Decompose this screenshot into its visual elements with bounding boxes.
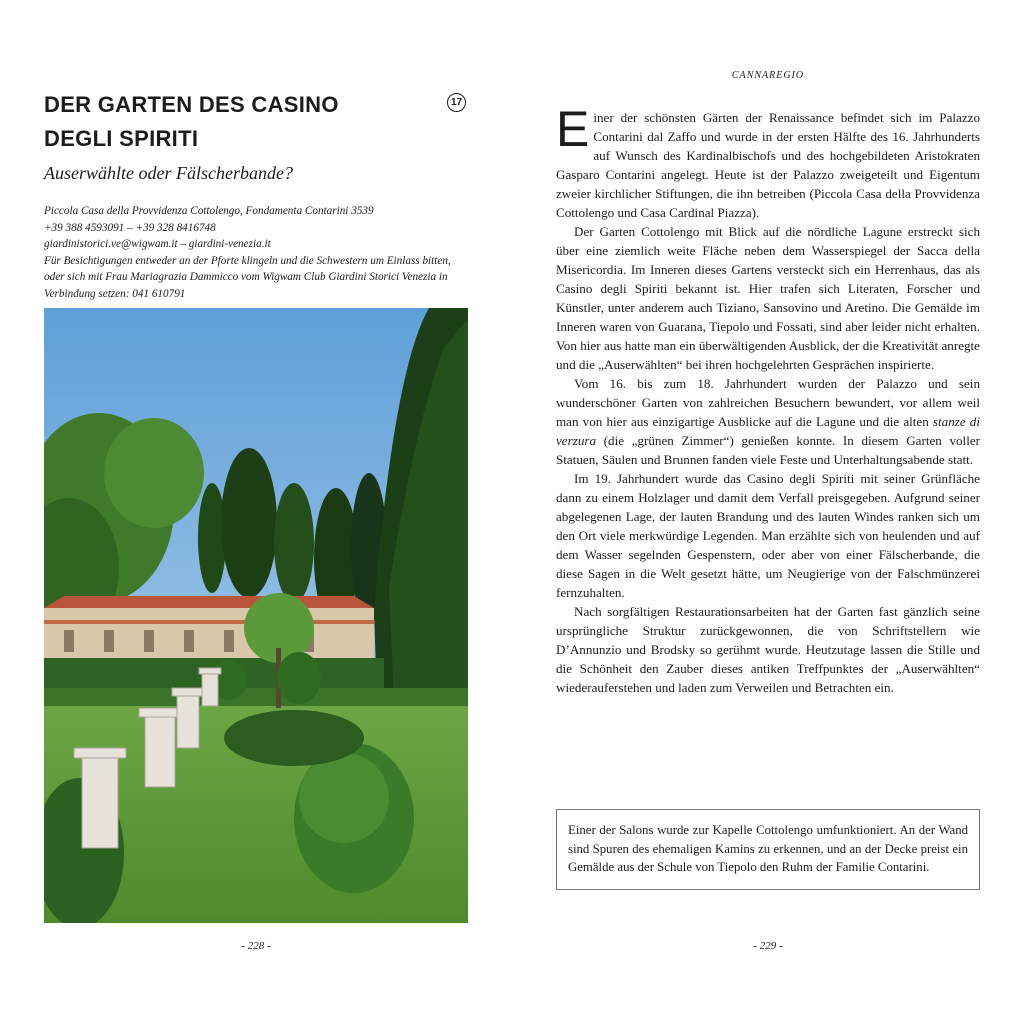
garden-photo	[44, 308, 468, 923]
info-box: Einer der Salons wurde zur Kapelle Cottolengo umfunktioniert. An der Wand sind Spuren des ehemaligen Kamins zu erkennen, und an der Decke preist ein Gemälde aus der Schule von Tiepolo den Ruhm der Familie Contarini.	[556, 809, 980, 890]
page-number-right: - 229 -	[753, 940, 783, 952]
article-title	[44, 88, 444, 156]
paragraph-4: Im 19. Jahrhundert wurde das Casino degli Spiriti mit seiner Grünfläche dann zu einem Holzlager und damit dem Verfall preisgegeben. Aufgrund seiner abgelegenen Lage, der lauten Brandung und des lauten Windes ranken sich um den Ort viele merkwürdige Legenden. Man erzählte sich von heulenden und auf dem Wasser segelnden Gespenstern, oder aber von einer Fälscherbande, die diese Sagen in die Welt gesetzt hätte, um Neugierige von der Falschmünzerei fernzuhalten.	[556, 471, 980, 600]
paragraph-5: Nach sorgfältigen Restaurationsarbeiten hat der Garten fast gänzlich seine ursprüngliche Struktur zurückgewonnen, die von Schriftstellern wie D’Annunzio und Brodsky so gerühmt wurde. Heutzutage lassen die Stille und die Schönheit den Zauber dieses antiken Treffpunktes der „Auserwählten“ wiederauferstehen und laden zum Verweilen und Betrachten ein.	[556, 604, 980, 695]
right-page	[512, 0, 1024, 1024]
running-header: CANNAREGIO	[731, 70, 805, 81]
paragraph-1: Einer der schönsten Gärten der Renaissance befindet sich im Palazzo Contarini dal Zaffo und wurde in der ersten Hälfte des 16. Jahrhunderts auf Wunsch des Kardinalbischofs und des hochgebildeten Aristokraten Gasparo Contarini angelegt. Heute ist der Palazzo zweigeteilt und Eigentum zweier kirchlicher Stiftungen, die ihn betreiben (Piccola Casa della Provvidenza Cottolengo und Casa Cardinal Piazza).	[556, 101, 980, 220]
practical-info	[44, 203, 468, 302]
title-line-2: DEGLI SPIRITI	[44, 126, 199, 151]
title-line-1: DER GARTEN DES CASINO	[44, 92, 339, 117]
paragraph-2: Der Garten Cottolengo mit Blick auf die nördliche Lagune erstreckt sich über eine ziemlich weite Fläche neben dem Wasserspiegel der Sacca della Misericordia. Im Inneren dieses Gartens versteckt sich ein Herrenhaus, das als Casino degli Spiriti bekannt ist. Hier trafen sich Literaten, Forscher und Künstler, unter anderem auch Tiziano, Sansovino und Aretino. Die Gemälde im Inneren waren von Guarana, Tiepolo und Fossati, sind aber leider nicht erhalten. Von hier aus hatte man ein überwältigenden Ausblick, der die Kreativität anregte und die „Auserwählten“ bei ihren hochgelehrten Gesprächen inspirierte.	[556, 224, 980, 372]
article-body	[556, 101, 980, 697]
entry-number-badge: 17	[447, 93, 466, 112]
drop-cap: E	[556, 101, 590, 157]
page-number-left: - 228 -	[241, 940, 271, 952]
info-address: Piccola Casa della Provvidenza Cottolengo, Fondamenta Contarini 3539	[44, 205, 374, 217]
info-web: giardinistorici.ve@wigwam.it – giardini-venezia.it	[44, 238, 271, 250]
paragraph-3: Vom 16. bis zum 18. Jahrhundert wurden der Palazzo und sein wunderschöner Garten von zahlreichen Besuchern bewundert, vor allem weil man von hier aus einzigartige Ausblicke auf die Lagune und die alten stanze di verzura (die „grünen Zimmer“) genießen konnte. In diesem Garten voller Statuen, Säulen und Brunnen fanden viele Feste und Unterhaltungsabende statt.	[556, 376, 980, 467]
info-phone: +39 388 4593091 – +39 328 8416748	[44, 221, 216, 234]
article-subtitle: Auserwählte oder Fälscherbande?	[44, 163, 293, 183]
info-visits: Für Besichtigungen entweder an der Pforte klingeln und die Schwestern um Einlass bitten, oder sich mit Frau Mariagrazia Dammicco vom Wigwam Club Giardini Storici Venezia in Verbindung setzen: 041 610791	[44, 254, 451, 300]
